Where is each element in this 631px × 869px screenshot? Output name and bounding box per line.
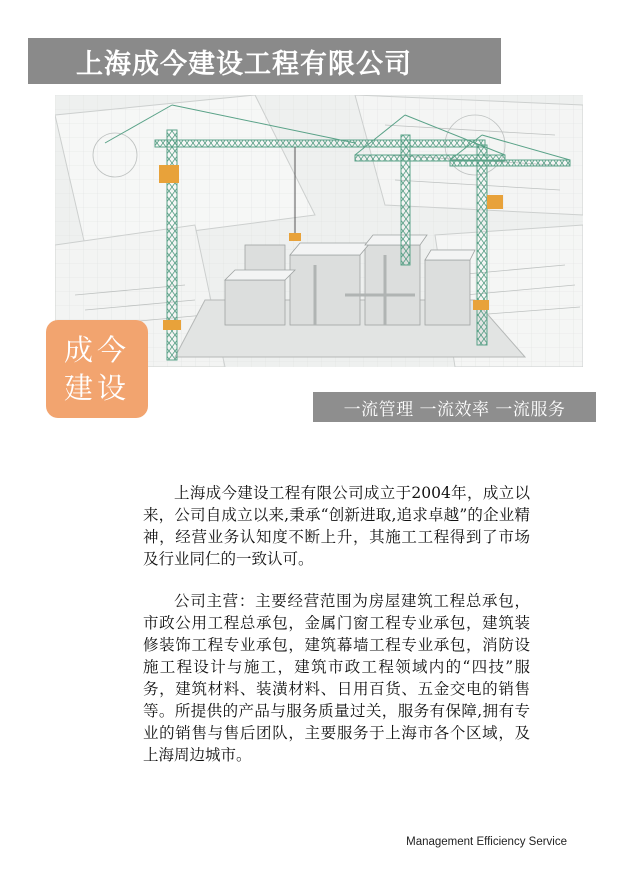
- badge-line-2: 建设: [63, 371, 130, 405]
- company-description: [143, 482, 530, 786]
- intro-paragraph: 上海成今建设工程有限公司成立于2004年，成立以来，公司自成立以来,秉承“创新进取,追求卓越”的企业精神，经营业务认知度不断上升，其施工工程得到了市场及行业同仁的一致认可。: [143, 484, 530, 568]
- slogan-text: 一流管理 一流效率 一流服务: [343, 399, 566, 420]
- brand-badge: [46, 320, 148, 418]
- badge-line-1: 成今: [63, 333, 130, 367]
- slogan-bar: [313, 392, 596, 422]
- footer-tagline: Management Efficiency Service: [406, 836, 567, 848]
- company-title: 上海成今建设工程有限公司: [76, 48, 412, 80]
- title-bar: [28, 38, 501, 84]
- business-scope-paragraph: 公司主营：主要经营范围为房屋建筑工程总承包，市政公用工程总承包，金属门窗工程专业承包，建筑装修装饰工程专业承包，建筑幕墙工程专业承包，消防设施工程设计与施工，建筑市政工程领域内的“四技”服务，建筑材料、装潢材料、日用百货、五金交电的销售等。所提供的产品与服务质量过关，服务有保障,拥有专业的销售与售后团队，主要服务于上海市各个区域，及上海周边城市。: [143, 592, 530, 764]
